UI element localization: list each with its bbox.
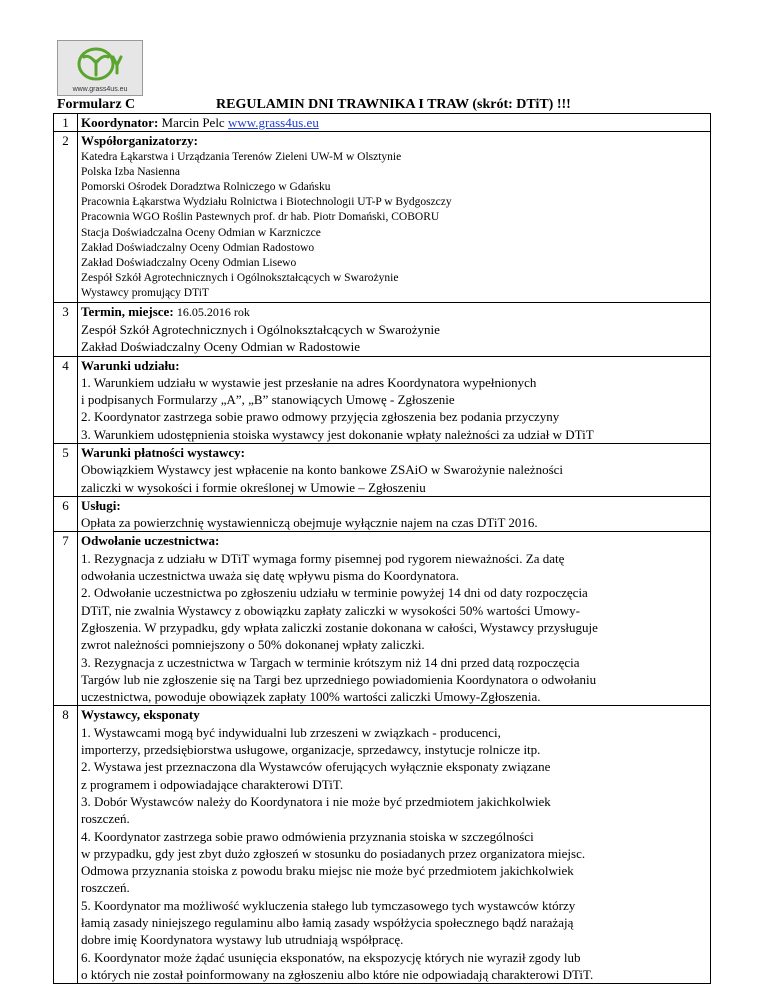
- list-item: uczestnictwa, powoduje obowiązek zapłaty 100% wartości zaliczki Umowy-Zgłoszenia.: [81, 689, 541, 705]
- section-heading: Warunki płatności wystawcy:: [81, 445, 245, 460]
- regulations-table: [53, 113, 711, 984]
- row-number: 5: [54, 444, 78, 497]
- section-heading: Współorganizatorzy:: [81, 133, 198, 149]
- list-item: 2. Odwołanie uczestnictwa po zgłoszeniu udziału w terminie powyżej 14 dni od daty rozpoczęcia: [81, 585, 588, 601]
- list-item: łamią zasady niniejszego regulaminu albo łamią zasady współżycia społecznego bądź narażają: [81, 915, 574, 931]
- row-number: 8: [54, 706, 78, 984]
- table-row: [54, 114, 711, 132]
- list-item: o których nie został poinformowany na zgłoszeniu albo które nie odpowiadają charakterowi DTiT.: [81, 966, 594, 982]
- row-number: 1: [54, 114, 78, 132]
- list-item: 3. Warunkiem udostępnienia stoiska wystawcy jest dokonanie wpłaty należności za udział w DTiT: [81, 426, 594, 442]
- list-item: Pomorski Ośrodek Doradztwa Rolniczego w Gdańsku: [81, 181, 331, 193]
- row-number: 6: [54, 496, 78, 532]
- list-item: Obowiązkiem Wystawcy jest wpłacenie na konto bankowe ZSAiO w Swarożynie należności: [81, 462, 564, 478]
- coordinator-cell: [78, 114, 711, 132]
- list-item: 6. Koordynator może żądać usunięcia eksponatów, na ekspozycję których nie wyraził zgody lub: [81, 949, 581, 965]
- section-heading: Termin, miejsce:: [81, 303, 174, 319]
- list-item: Zakład Doświadczalny Oceny Odmian w Radostowie: [81, 339, 361, 355]
- coorganizers-cell: [78, 132, 711, 302]
- list-item: Wystawcy promujący DTiT: [81, 287, 209, 300]
- list-item: importerzy, przedsiębiorstwa usługowe, organizacje, sprzedawcy, instytucje rolnicze itp.: [81, 742, 541, 758]
- list-item: Zespół Szkół Agrotechnicznych i Ogólnokształcących w Swarożynie: [81, 272, 399, 285]
- row-number: 7: [54, 532, 78, 706]
- coordinator-website-link[interactable]: www.grass4us.eu: [227, 115, 319, 130]
- list-item: i podpisanych Formularzy „A”, „B” stanowiących Umowę - Zgłoszenie: [81, 392, 455, 408]
- row-number: 4: [54, 356, 78, 443]
- list-item: Opłata za powierzchnię wystawienniczą obejmuje wyłącznie najem na czas DTiT 2016.: [81, 515, 538, 531]
- list-item: DTiT, nie zwalnia Wystawcy z obowiązku zapłaty zaliczki w wysokości 50% wartości Umowy-: [81, 602, 580, 618]
- list-item: Zgłoszenia. W przypadku, gdy wpłata zaliczki zostanie dokonana w całości, Wystawcy przysługuje: [81, 619, 598, 635]
- section-heading: Odwołanie uczestnictwa:: [81, 533, 220, 549]
- section-heading: Wystawcy, eksponaty: [81, 707, 200, 723]
- list-item: Zakład Doświadczalny Oceny Odmian Radostowo: [81, 241, 315, 254]
- date-place-cell: [78, 302, 711, 356]
- list-item: Pracownia Łąkarstwa Wydziału Rolnictwa i Biotechnologii UT-P w Bydgoszczy: [81, 196, 452, 209]
- list-item: zwrot należności pomniejszony o 50% dokonanej wpłaty zaliczki.: [81, 637, 425, 653]
- coorganizers-list: [81, 150, 707, 302]
- list-item: Pracownia WGO Roślin Pastewnych prof. dr hab. Piotr Domański, COBORU: [81, 211, 440, 224]
- list-item: odwołania uczestnictwa uważa się datę wpływu pisma do Koordynatora.: [81, 568, 459, 584]
- list-item: 1. Warunkiem udziału w wystawie jest przesłanie na adres Koordynatora wypełnionych: [81, 374, 537, 390]
- list-item: zaliczki w wysokości i formie określonej w Umowie – Zgłoszeniu: [81, 479, 426, 495]
- table-row: [54, 532, 711, 706]
- table-row: [54, 706, 711, 984]
- list-item: Odmowa przyznania stoiska z powodu braku miejsc nie może być przedmiotem jakichkolwiek: [81, 863, 574, 879]
- list-item: 3. Rezygnacja z uczestnictwa w Targach w terminie krótszym niż 14 dni przed datą rozpoczęcia: [81, 654, 580, 670]
- table-row: [54, 356, 711, 443]
- logo-text: www.grass4us.eu: [72, 86, 128, 93]
- list-item: 5. Koordynator ma możliwość wykluczenia stałego lub tymczasowego tych wystawców którzy: [81, 897, 576, 913]
- row-number: 2: [54, 132, 78, 302]
- list-item: 4. Koordynator zastrzega sobie prawo odmówienia przyznania stoiska w szczególności: [81, 828, 534, 844]
- list-item: Zespół Szkół Agrotechnicznych i Ogólnokształcących w Swarożynie: [81, 321, 440, 337]
- list-item: dobre imię Koordynatora wystawy lub utrudniają współpracę.: [81, 932, 404, 948]
- row-number: 3: [54, 302, 78, 356]
- table-row: [54, 302, 711, 356]
- section-heading: Usługi:: [81, 497, 121, 513]
- section-heading: Warunki udziału:: [81, 357, 180, 373]
- table-row: [54, 132, 711, 302]
- document-title: REGULAMIN DNI TRAWNIKA I TRAW (skrót: DTiT) !!!: [216, 97, 571, 112]
- form-label: Formularz C: [57, 97, 136, 112]
- event-date: 16.05.2016 rok: [176, 304, 250, 319]
- list-item: Zakład Doświadczalny Oceny Odmian Lisewo: [81, 257, 297, 270]
- grass4us-logo: [57, 40, 143, 96]
- payment-conditions-cell: [78, 444, 711, 497]
- list-item: w przypadku, gdy jest zbyt dużo zgłoszeń w stosunku do posiadanych przez organizatora miejsc.: [81, 845, 586, 861]
- list-item: 2. Koordynator zastrzega sobie prawo odmowy przyjęcia zgłoszenia bez podania przyczyny: [81, 409, 560, 425]
- section-heading: Koordynator:: [81, 115, 159, 130]
- list-item: Stacja Doświadczalna Oceny Odmian w Karzniczce: [81, 226, 321, 239]
- list-item: roszczeń.: [81, 880, 130, 896]
- list-item: Polska Izba Nasienna: [81, 165, 180, 178]
- table-row: [54, 496, 711, 532]
- cancellation-cell: [78, 532, 711, 706]
- list-item: 3. Dobór Wystawców należy do Koordynatora i nie może być przedmiotem jakichkolwiek: [81, 793, 551, 809]
- list-item: 1. Rezygnacja z udziału w DTiT wymaga formy pisemnej pod rygorem nieważności. Za datę: [81, 550, 565, 566]
- list-item: roszczeń.: [81, 811, 130, 827]
- participation-conditions-cell: [78, 356, 711, 443]
- table-row: [54, 444, 711, 497]
- list-item: 2. Wystawa jest przeznaczona dla Wystawców oferujących wyłącznie eksponaty związane: [81, 759, 551, 775]
- list-item: z programem i odpowiadające charakterowi DTiT.: [81, 776, 344, 792]
- sprout-logo-icon: [72, 45, 128, 83]
- coordinator-name: Marcin Pelc: [161, 115, 225, 130]
- list-item: Targów lub nie zgłoszenie się na Targi bez uprzedniego powiadomienia Koordynatora o odwołaniu: [81, 671, 597, 687]
- list-item: 1. Wystawcami mogą być indywidualni lub zrzeszeni w związkach - producenci,: [81, 724, 501, 740]
- exhibitors-cell: [78, 706, 711, 984]
- list-item: Katedra Łąkarstwa i Urządzania Terenów Zieleni UW-M w Olsztynie: [81, 150, 402, 163]
- services-cell: [78, 496, 711, 532]
